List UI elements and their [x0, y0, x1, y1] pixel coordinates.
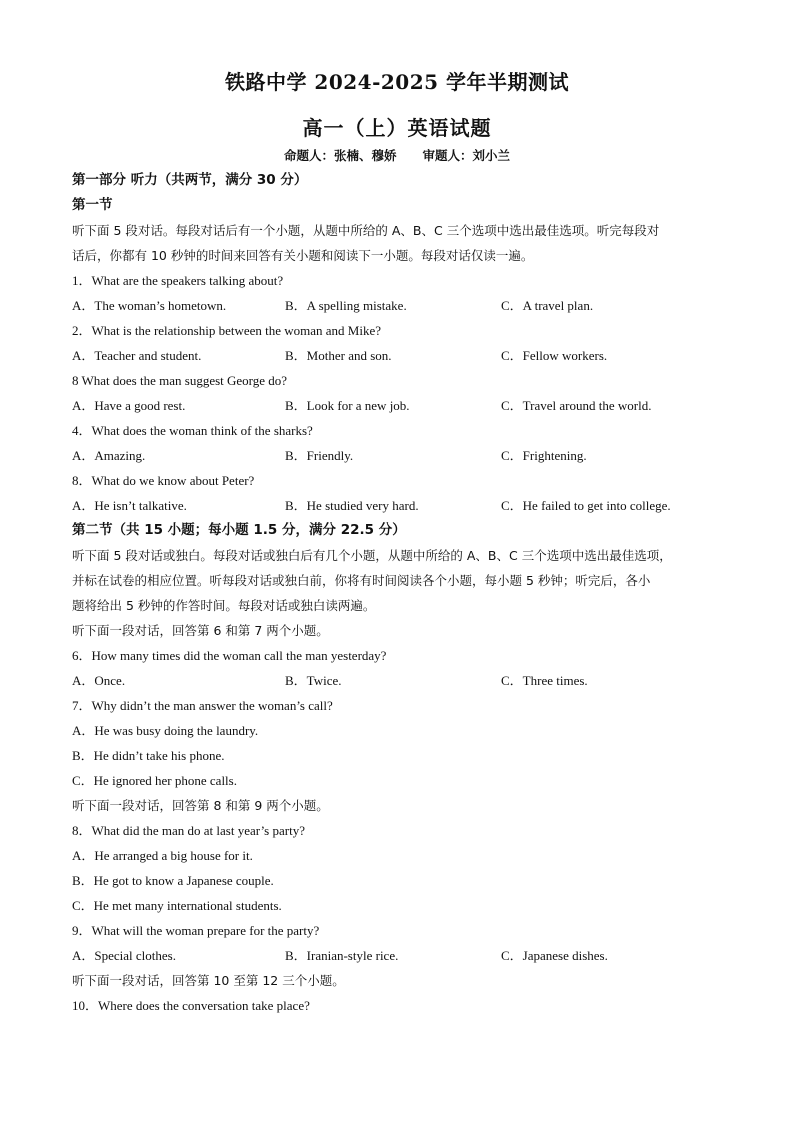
option-a: A．He isn’t talkative.	[72, 498, 187, 513]
section2-instructions-line3: 题将给出 5 秒钟的作答时间。每段对话或独白读两遍。	[72, 598, 376, 613]
section2-instructions-line2: 并标在试卷的相应位置。听每段对话或独白前，你将有时间阅读各个小题，每小题 5 秒钟；听完后，各小	[72, 573, 651, 588]
option-a: A．The woman’s hometown.	[72, 298, 227, 313]
question-7: 7．Why didn’t the man answer the woman’s call?	[72, 698, 333, 713]
question-9: 9．What will the woman prepare for the party?	[72, 923, 320, 938]
question-5: 8．What do we know about Peter?	[72, 473, 255, 488]
question-4: 4．What does the woman think of the sharks?	[72, 423, 313, 438]
option-b: B．He studied very hard.	[285, 498, 419, 513]
section1-heading: 第一节	[72, 197, 113, 213]
question-3: 8 What does the man suggest George do?	[72, 373, 288, 388]
question-2-options	[72, 343, 724, 368]
option-c: C．Frightening.	[501, 448, 587, 463]
part1-heading: 第一部分 听力（共两节，满分 30 分）	[72, 172, 308, 188]
question-1-options	[72, 293, 724, 318]
option-b: B．Iranian-style rice.	[285, 948, 399, 963]
option-b: B．Mother and son.	[285, 348, 392, 363]
option-b: B．He got to know a Japanese couple.	[72, 873, 274, 888]
section2-instructions-line1: 听下面 5 段对话或独白。每段对话或独白后有几个小题，从题中所给的 A、B、C 三个选项中选出最佳选项，	[72, 548, 672, 563]
option-a: A．Have a good rest.	[72, 398, 186, 413]
option-b: B．Friendly.	[285, 448, 354, 463]
exam-title: 高一（上）英语试题	[302, 116, 492, 140]
section2-heading: 第二节（共 15 小题；每小题 1.5 分，满分 22.5 分）	[72, 522, 406, 538]
question-5-options	[72, 493, 724, 518]
section1-instructions-line2: 话后，你都有 10 秒钟的时间来回答有关小题和阅读下一小题。每段对话仅读一遍。	[72, 248, 534, 263]
question-6-options	[72, 668, 724, 693]
option-c: C．Fellow workers.	[501, 348, 608, 363]
option-c: C．A travel plan.	[501, 298, 594, 313]
option-c: C．Three times.	[501, 673, 588, 688]
question-2: 2．What is the relationship between the woman and Mike?	[72, 323, 382, 338]
question-4-options	[72, 443, 724, 468]
option-a: A．He arranged a big house for it.	[72, 848, 253, 863]
exam-content	[72, 168, 724, 1018]
dialog-intro-8-9: 听下面一段对话，回答第 8 和第 9 两个小题。	[72, 798, 329, 813]
option-b: B．A spelling mistake.	[285, 298, 407, 313]
option-a: A．Amazing.	[72, 448, 146, 463]
option-b: B．He didn’t take his phone.	[72, 748, 225, 763]
section1-instructions-line1: 听下面 5 段对话。每段对话后有一个小题，从题中所给的 A、B、C 三个选项中选出最佳选项。听完每段对	[72, 223, 660, 238]
option-c: C．He met many international students.	[72, 898, 282, 913]
question-6: 6．How many times did the woman call the man yesterday?	[72, 648, 387, 663]
option-a: A．Teacher and student.	[72, 348, 202, 363]
option-a: A．Special clothes.	[72, 948, 176, 963]
dialog-intro-10-12: 听下面一段对话，回答第 10 至第 12 三个小题。	[72, 973, 345, 988]
option-c: C．He ignored her phone calls.	[72, 773, 237, 788]
option-b: B．Twice.	[285, 673, 342, 688]
option-a: A．He was busy doing the laundry.	[72, 723, 259, 738]
option-b: B．Look for a new job.	[285, 398, 410, 413]
dialog-intro-6-7: 听下面一段对话，回答第 6 和第 7 两个小题。	[72, 623, 329, 638]
option-c: C．Travel around the world.	[501, 398, 652, 413]
question-9-options	[72, 943, 724, 968]
authors-line: 命题人：张楠、穆娇 审题人：刘小兰	[283, 148, 511, 163]
option-c: C．He failed to get into college.	[501, 498, 671, 513]
question-1: 1．What are the speakers talking about?	[72, 273, 284, 288]
option-c: C．Japanese dishes.	[501, 948, 608, 963]
question-10: 10．Where does the conversation take place?	[72, 998, 310, 1013]
school-title: 铁路中学 2024-2025 学年半期测试	[224, 70, 570, 94]
question-3-options	[72, 393, 724, 418]
question-8: 8．What did the man do at last year’s party?	[72, 823, 305, 838]
option-a: A．Once.	[72, 673, 126, 688]
